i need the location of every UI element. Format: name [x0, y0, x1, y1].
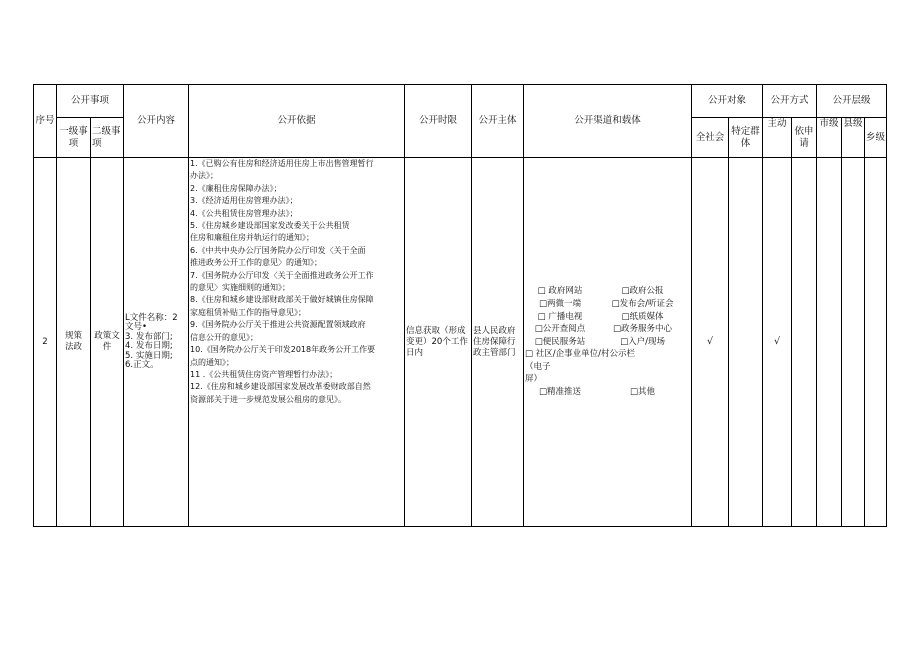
header-method-apply: 依申请 — [792, 118, 817, 158]
header-time-limit: 公开时限 — [405, 85, 472, 158]
disclosure-table — [33, 84, 887, 527]
channel-option: □ 政府网站 — [537, 286, 583, 297]
table-row — [34, 158, 887, 527]
header-serial: 序号 — [34, 85, 57, 158]
header-target-specific: 特定群体 — [729, 118, 763, 158]
channel-line — [525, 311, 690, 324]
channel-line — [525, 285, 690, 298]
channel-option: （电子 — [525, 361, 551, 372]
basis-line: 10.《国务院办公厅关于印发2018年政务公开工作要 — [190, 345, 376, 355]
row-level1: 规策法政 — [57, 158, 91, 527]
channel-option: □纸质媒体 — [621, 311, 664, 322]
row-target-specific-check — [729, 158, 763, 527]
channel-line — [525, 386, 690, 399]
header-method-active: 主动 — [763, 118, 792, 158]
content-line: 3. 发布部门; — [125, 331, 173, 342]
basis-line: 推进政务公开工作的意见〉的通知》； — [190, 258, 323, 268]
row-content — [124, 158, 189, 527]
channel-option: □入户/现场 — [620, 336, 665, 347]
row-channels — [524, 158, 692, 527]
basis-line: 3.《经济适用住房管理办法》； — [190, 196, 298, 206]
channel-option: □ 广播电视 — [537, 311, 583, 322]
basis-line: 的意见〉实施细则的通知》； — [190, 283, 291, 293]
basis-line: 5.《住房城乡建设部国家发改委关于公共租赁 — [190, 221, 350, 231]
channel-line — [525, 336, 690, 349]
header-basis: 公开依据 — [189, 85, 405, 158]
header-channels: 公开渠道和载体 — [524, 85, 692, 158]
basis-line: 4.《公共租赁住房管理办法》； — [190, 208, 298, 218]
content-line: L文件名称：2 — [125, 312, 178, 323]
channel-line — [525, 361, 690, 374]
basis-line: 6.《中共中央办公厅国务院办公厅印发〈关于全面 — [190, 245, 366, 255]
header-level-town: 乡级 — [865, 118, 887, 158]
row-target-all-check: √ — [692, 158, 729, 527]
row-time-limit: 信息获取（形成变更）20个工作日内 — [405, 158, 472, 527]
channel-option: □政府公报 — [621, 286, 664, 297]
basis-line: 信息公开的意见》； — [190, 332, 259, 342]
header-method: 公开方式 — [763, 85, 817, 118]
channel-line — [525, 323, 690, 336]
row-serial: 2 — [34, 158, 57, 527]
header-level1: 一级事项 — [57, 118, 91, 158]
row-subject: 县人民政府住房保障行政主管部门 — [472, 158, 524, 527]
basis-line: 8.《住房和城乡建设部财政部关于做好城镇住房保障 — [190, 295, 374, 305]
basis-line: 住房和廉租住房并轨运行的通知》； — [190, 233, 315, 243]
basis-line: 家庭租赁补贴工作的指导意见》； — [190, 307, 307, 317]
channel-option: □两微一端 — [538, 298, 582, 309]
channel-option: 屏） — [525, 374, 543, 385]
channel-line — [525, 298, 690, 311]
row-basis — [189, 158, 405, 527]
header-target: 公开对象 — [692, 85, 763, 118]
header-content: 公开内容 — [124, 85, 189, 158]
header-level2: 二级事项 — [91, 118, 124, 158]
basis-line: 12.《住房和城乡建设部国家发展改革委财政部自然 — [190, 382, 371, 392]
basis-line: 点的通知》； — [190, 357, 235, 367]
channel-option: □发布会/听证会 — [611, 298, 674, 309]
basis-line: 办法》； — [190, 171, 219, 181]
channel-option: □其他 — [630, 387, 656, 398]
row-level-town-check — [865, 158, 887, 527]
channel-option: □公开查阅点 — [534, 324, 586, 335]
header-target-all: 全社会 — [692, 118, 729, 158]
basis-line: 2.《廉租住房保障办法》； — [190, 183, 282, 193]
channel-option: □ 社区/企事业单位/村公示栏 — [525, 349, 635, 360]
basis-line: 9.《国务院办公厅关于推进公共资源配置领域政府 — [190, 320, 366, 330]
channel-line — [525, 373, 690, 386]
channel-option: □政务服务中心 — [612, 324, 673, 335]
row-level-county-check — [842, 158, 865, 527]
content-line: 文号• — [125, 322, 148, 332]
basis-line: 7.《国务院办公厅印发〈关于全面推进政务公开工作 — [190, 270, 374, 280]
channel-option: □便民服务站 — [534, 336, 586, 347]
header-level-city: 市级 — [817, 118, 842, 158]
basis-line: 1.《已购公有住房和经济适用住房上市出售管理暂行 — [190, 159, 374, 168]
basis-line: 11 .《公共租赁住房资产管理暂行办法》； — [190, 369, 338, 379]
content-line: 6.正文。 — [125, 360, 159, 370]
header-level: 公开层级 — [817, 85, 887, 118]
channel-line — [525, 348, 690, 361]
content-line: 5. 实施日期; — [125, 350, 173, 361]
content-line: 4. 发布日期; — [125, 341, 173, 351]
row-method-apply-check — [792, 158, 817, 527]
basis-line: 资源部关于进一步规范发展公租房的意见》。 — [190, 394, 347, 404]
header-level-county: 县级 — [842, 118, 865, 158]
row-method-active-check: √ — [763, 158, 792, 527]
header-subject: 公开主体 — [472, 85, 524, 158]
row-level2: 政策文件 — [91, 158, 124, 527]
header-matter: 公开事项 — [57, 85, 124, 118]
row-level-city-check — [817, 158, 842, 527]
channel-option: □精准推送 — [538, 387, 582, 398]
